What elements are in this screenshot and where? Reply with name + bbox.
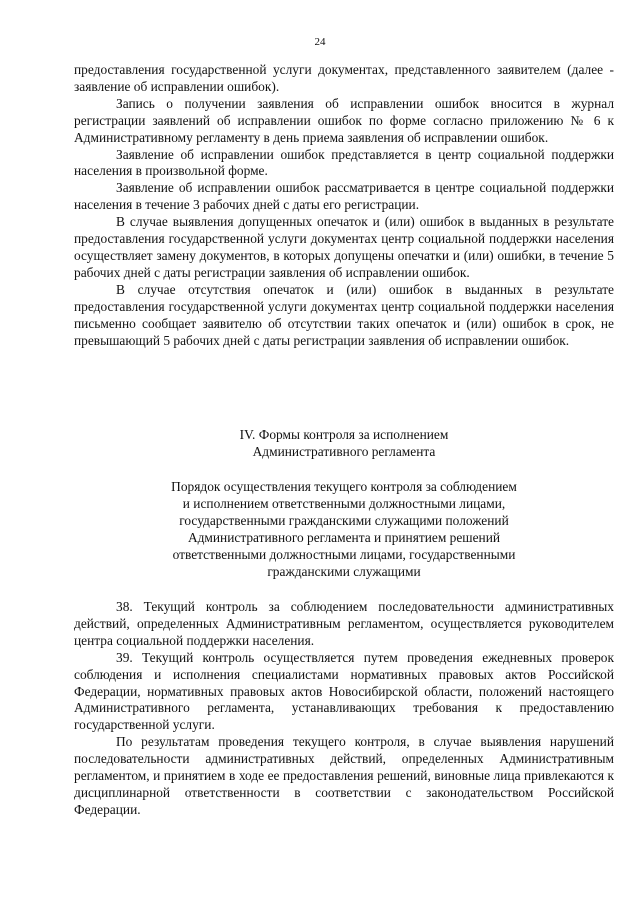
heading-line: Административного регламента и принятием решений — [187, 529, 501, 545]
page-number: 24 — [314, 36, 326, 48]
heading-line: гражданскими служащими — [267, 563, 421, 579]
paragraph-38: 38. Текущий контроль за соблюдением последовательности административных действий, определенных Административным регламентом, осуществляется руководителем центра социальной поддержки населения. — [74, 599, 614, 648]
top-text-block — [74, 62, 614, 349]
paragraph: предоставления государственной услуги документах, представленного заявителем (далее - заявление об исправлении ошибок). — [74, 62, 614, 94]
heading-line: и исполнением ответственными должностными лицами, — [182, 495, 506, 511]
paragraph: В случае отсутствия опечаток и (или) ошибок в выданных в результате предоставления государственной услуги документах центр социальной поддержки населения письменно сообщает заявителю об отсутствии таких опечаток и (или) ошибок в срок, не превышающий 5 рабочих дней с даты регистрации заявления об исправлении ошибок. — [74, 281, 614, 348]
paragraph: Заявление об исправлении ошибок рассматривается в центре социальной поддержки населения в течение 3 рабочих дней с даты его регистрации. — [74, 180, 614, 213]
section-heading — [74, 427, 614, 461]
heading-line: ответственными должностными лицами, государственными — [172, 546, 516, 562]
heading-line: Порядок осуществления текущего контроля за соблюдением — [171, 479, 517, 494]
paragraph-39: 39. Текущий контроль осуществляется путем проведения ежедневных проверок соблюдения и исполнения специалистами нормативных правовых актов Российской Федерации, нормативных правовых актов Новосибирской области, положений настоящего Административного регламента, устанавливающих требования к предоставлению государственной услуги. — [74, 649, 614, 733]
subsection-heading — [74, 479, 614, 580]
heading-line: Административного регламента — [252, 443, 436, 459]
paragraph: В случае выявления допущенных опечаток и (или) ошибок в выданных в результате предоставления государственной услуги документах центр социальной поддержки населения осуществляет замену документов, в которых допущены опечатки и (или) ошибки, в течение 5 рабочих дней с даты регистрации заявления об исправлении ошибок. — [74, 214, 614, 280]
paragraph: По результатам проведения текущего контроля, в случае выявления нарушений последовательности административных действий, определенных Административным регламентом, и принятием в ходе ее предоставления решений, виновные лица привлекаются к дисциплинарной ответственности в соответствии с законодательством Российской Федерации. — [74, 734, 614, 817]
bottom-text-block — [74, 599, 614, 819]
paragraph: Заявление об исправлении ошибок представляется в центр социальной поддержки населения в произвольной форме. — [74, 146, 614, 179]
heading-line: государственными гражданскими служащими положений — [179, 512, 509, 528]
heading-line: IV. Формы контроля за исполнением — [239, 427, 449, 442]
paragraph: Запись о получении заявления об исправлении ошибок вносится в журнал регистрации заявлений об исправлении ошибок по форме согласно приложению № 6 к Административному регламенту в день приема заявления об исправлении ошибок. — [74, 95, 614, 145]
